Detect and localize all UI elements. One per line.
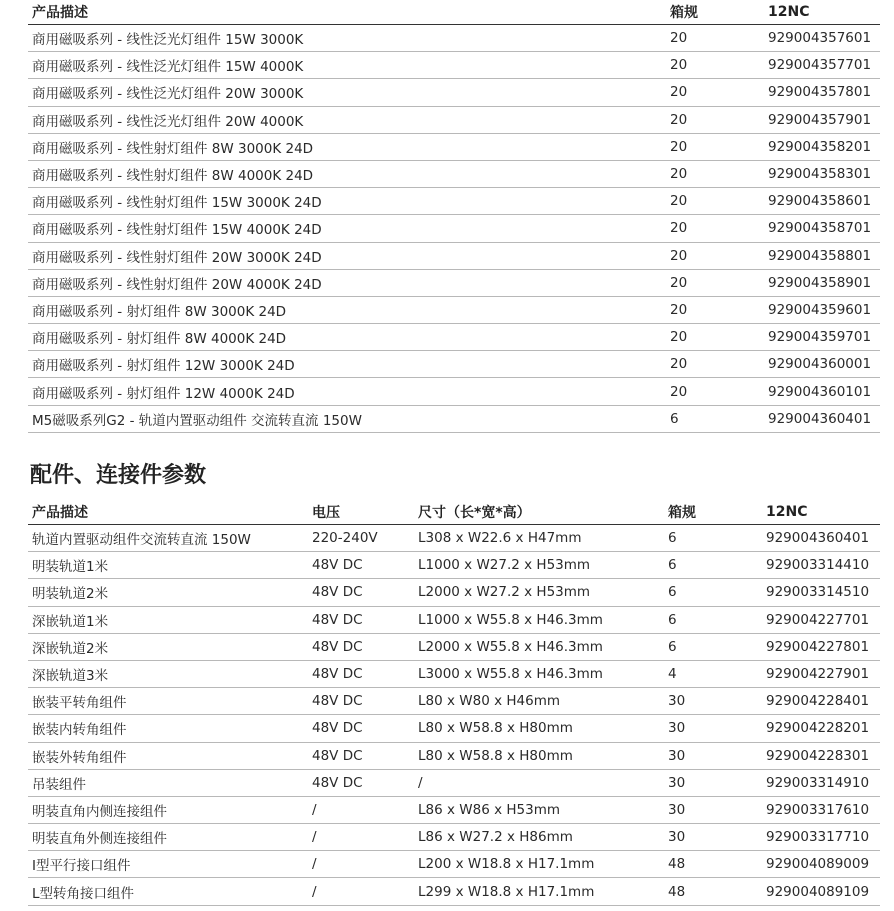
table-cell: L200 x W18.8 x H17.1mm: [414, 851, 664, 878]
column-header: 12NC: [764, 0, 880, 25]
table-cell: /: [414, 769, 664, 796]
table-cell: 30: [664, 688, 762, 715]
table-cell: 48V DC: [308, 633, 414, 660]
table-cell: 6: [664, 552, 762, 579]
table-cell: 929004360001: [764, 351, 880, 378]
table-cell: 20: [666, 324, 764, 351]
table-cell: 商用磁吸系列 - 射灯组件 8W 3000K 24D: [28, 296, 666, 323]
table-cell: /: [308, 878, 414, 905]
table-cell: 商用磁吸系列 - 线性泛光灯组件 20W 3000K: [28, 79, 666, 106]
table-row: [28, 742, 880, 769]
table-cell: 929004360401: [764, 405, 880, 432]
column-header: 电压: [308, 500, 414, 525]
table-cell: 深嵌轨道1米: [28, 606, 308, 633]
section-title: 配件、连接件参数: [30, 463, 207, 488]
table-cell: 商用磁吸系列 - 线性射灯组件 15W 3000K 24D: [28, 188, 666, 215]
table-row: [28, 133, 880, 160]
table-row: [28, 606, 880, 633]
column-header: 12NC: [762, 500, 880, 525]
table-cell: 929004358701: [764, 215, 880, 242]
table-row: [28, 351, 880, 378]
column-header: 箱规: [666, 0, 764, 25]
table-cell: 30: [664, 796, 762, 823]
table-cell: L2000 x W27.2 x H53mm: [414, 579, 664, 606]
table-cell: 商用磁吸系列 - 线性射灯组件 20W 3000K 24D: [28, 242, 666, 269]
table-row: [28, 660, 880, 687]
table-cell: 6: [666, 405, 764, 432]
table-row: [28, 824, 880, 851]
table-row: [28, 106, 880, 133]
table-cell: 30: [664, 715, 762, 742]
table-row: [28, 688, 880, 715]
column-header: 箱规: [664, 500, 762, 525]
table-row: [28, 160, 880, 187]
table-cell: 商用磁吸系列 - 线性泛光灯组件 15W 4000K: [28, 52, 666, 79]
table-cell: 929004228201: [762, 715, 880, 742]
table-row: [28, 188, 880, 215]
table-cell: 明装直角外侧连接组件: [28, 824, 308, 851]
table-cell: /: [308, 796, 414, 823]
table-cell: 48V DC: [308, 769, 414, 796]
table-cell: 929004358301: [764, 160, 880, 187]
table-row: [28, 552, 880, 579]
table-cell: 929003314410: [762, 552, 880, 579]
table-cell: L2000 x W55.8 x H46.3mm: [414, 633, 664, 660]
table-cell: 6: [664, 525, 762, 552]
table-cell: 嵌装平转角组件: [28, 688, 308, 715]
column-header: 产品描述: [28, 0, 666, 25]
table-cell: 嵌装内转角组件: [28, 715, 308, 742]
table-cell: 20: [666, 188, 764, 215]
table-cell: 929004357601: [764, 25, 880, 52]
table-cell: 929004359601: [764, 296, 880, 323]
table-cell: /: [308, 851, 414, 878]
table-cell: 6: [664, 633, 762, 660]
table-row: [28, 324, 880, 351]
table-cell: 929004228301: [762, 742, 880, 769]
table-cell: 20: [666, 133, 764, 160]
table-cell: 深嵌轨道3米: [28, 660, 308, 687]
table-cell: 20: [666, 160, 764, 187]
table-row: [28, 296, 880, 323]
table-cell: 明装轨道2米: [28, 579, 308, 606]
table-cell: 20: [666, 25, 764, 52]
table-cell: L1000 x W55.8 x H46.3mm: [414, 606, 664, 633]
table-cell: 48V DC: [308, 552, 414, 579]
table-row: [28, 525, 880, 552]
table-cell: 嵌装外转角组件: [28, 742, 308, 769]
table-cell: 20: [666, 242, 764, 269]
table-cell: 929004358601: [764, 188, 880, 215]
table-cell: 20: [666, 215, 764, 242]
table-cell: 明装轨道1米: [28, 552, 308, 579]
table-row: [28, 715, 880, 742]
table-row: [28, 242, 880, 269]
table-cell: 929004359701: [764, 324, 880, 351]
table-cell: L型转角接口组件: [28, 878, 308, 905]
table-cell: 20: [666, 52, 764, 79]
table-row: [28, 851, 880, 878]
table-cell: L80 x W80 x H46mm: [414, 688, 664, 715]
table-cell: 商用磁吸系列 - 线性射灯组件 20W 4000K 24D: [28, 269, 666, 296]
table-cell: /: [308, 824, 414, 851]
table-cell: 20: [666, 79, 764, 106]
table-cell: 48V DC: [308, 660, 414, 687]
table-header-row: [28, 0, 880, 25]
table-row: [28, 79, 880, 106]
table-cell: 929003314510: [762, 579, 880, 606]
table-header-row: [28, 500, 880, 525]
table-cell: 929004227901: [762, 660, 880, 687]
table-cell: 929004358801: [764, 242, 880, 269]
table-cell: L86 x W27.2 x H86mm: [414, 824, 664, 851]
table-cell: 929004360401: [762, 525, 880, 552]
table-cell: L308 x W22.6 x H47mm: [414, 525, 664, 552]
table-cell: 48V DC: [308, 579, 414, 606]
table-cell: 220-240V: [308, 525, 414, 552]
table-cell: 929004357701: [764, 52, 880, 79]
table-cell: 48V DC: [308, 742, 414, 769]
table-cell: 30: [664, 824, 762, 851]
product-table: [28, 0, 880, 433]
table-cell: 48V DC: [308, 715, 414, 742]
table-cell: 929003314910: [762, 769, 880, 796]
table-cell: 929003317610: [762, 796, 880, 823]
table-cell: 929004358201: [764, 133, 880, 160]
table-cell: 商用磁吸系列 - 线性射灯组件 8W 3000K 24D: [28, 133, 666, 160]
table-cell: 6: [664, 606, 762, 633]
table-cell: I型平行接口组件: [28, 851, 308, 878]
table-cell: 929004227801: [762, 633, 880, 660]
table-cell: 929004360101: [764, 378, 880, 405]
table-cell: L1000 x W27.2 x H53mm: [414, 552, 664, 579]
table-cell: L86 x W86 x H53mm: [414, 796, 664, 823]
table-cell: 929003317710: [762, 824, 880, 851]
table-cell: L80 x W58.8 x H80mm: [414, 742, 664, 769]
table-cell: 吊装组件: [28, 769, 308, 796]
table-row: [28, 769, 880, 796]
table-cell: 商用磁吸系列 - 线性泛光灯组件 20W 4000K: [28, 106, 666, 133]
table-cell: 30: [664, 769, 762, 796]
table-cell: L80 x W58.8 x H80mm: [414, 715, 664, 742]
table-cell: 48V DC: [308, 606, 414, 633]
table-cell: 929004357801: [764, 79, 880, 106]
table-row: [28, 633, 880, 660]
table-cell: 商用磁吸系列 - 射灯组件 8W 4000K 24D: [28, 324, 666, 351]
table-row: [28, 796, 880, 823]
column-header: 尺寸（长*宽*高）: [414, 500, 664, 525]
table-cell: 20: [666, 296, 764, 323]
table-cell: 929004228401: [762, 688, 880, 715]
table-cell: 商用磁吸系列 - 线性射灯组件 15W 4000K 24D: [28, 215, 666, 242]
table-cell: 929004358901: [764, 269, 880, 296]
table-row: [28, 878, 880, 905]
table-cell: 929004089109: [762, 878, 880, 905]
table-cell: 929004357901: [764, 106, 880, 133]
table-row: [28, 25, 880, 52]
table-cell: L299 x W18.8 x H17.1mm: [414, 878, 664, 905]
table-cell: 48: [664, 851, 762, 878]
table-cell: 48V DC: [308, 688, 414, 715]
table-cell: L3000 x W55.8 x H46.3mm: [414, 660, 664, 687]
table-row: [28, 269, 880, 296]
table-cell: 20: [666, 378, 764, 405]
table-row: [28, 579, 880, 606]
table-cell: 30: [664, 742, 762, 769]
table-cell: 20: [666, 106, 764, 133]
table-row: [28, 52, 880, 79]
table-cell: 商用磁吸系列 - 线性泛光灯组件 15W 3000K: [28, 25, 666, 52]
table-row: [28, 378, 880, 405]
table-cell: 929004089009: [762, 851, 880, 878]
table-cell: 商用磁吸系列 - 射灯组件 12W 3000K 24D: [28, 351, 666, 378]
column-header: 产品描述: [28, 500, 308, 525]
table-cell: 929004227701: [762, 606, 880, 633]
table-row: [28, 405, 880, 432]
table-row: [28, 215, 880, 242]
table-cell: 商用磁吸系列 - 线性射灯组件 8W 4000K 24D: [28, 160, 666, 187]
accessories-table: [28, 500, 880, 906]
table-cell: 20: [666, 269, 764, 296]
table-cell: 商用磁吸系列 - 射灯组件 12W 4000K 24D: [28, 378, 666, 405]
table-cell: 20: [666, 351, 764, 378]
table-cell: M5磁吸系列G2 - 轨道内置驱动组件 交流转直流 150W: [28, 405, 666, 432]
table-cell: 深嵌轨道2米: [28, 633, 308, 660]
table-cell: 4: [664, 660, 762, 687]
table-cell: 6: [664, 579, 762, 606]
table-cell: 48: [664, 878, 762, 905]
table-cell: 轨道内置驱动组件交流转直流 150W: [28, 525, 308, 552]
table-cell: 明装直角内侧连接组件: [28, 796, 308, 823]
